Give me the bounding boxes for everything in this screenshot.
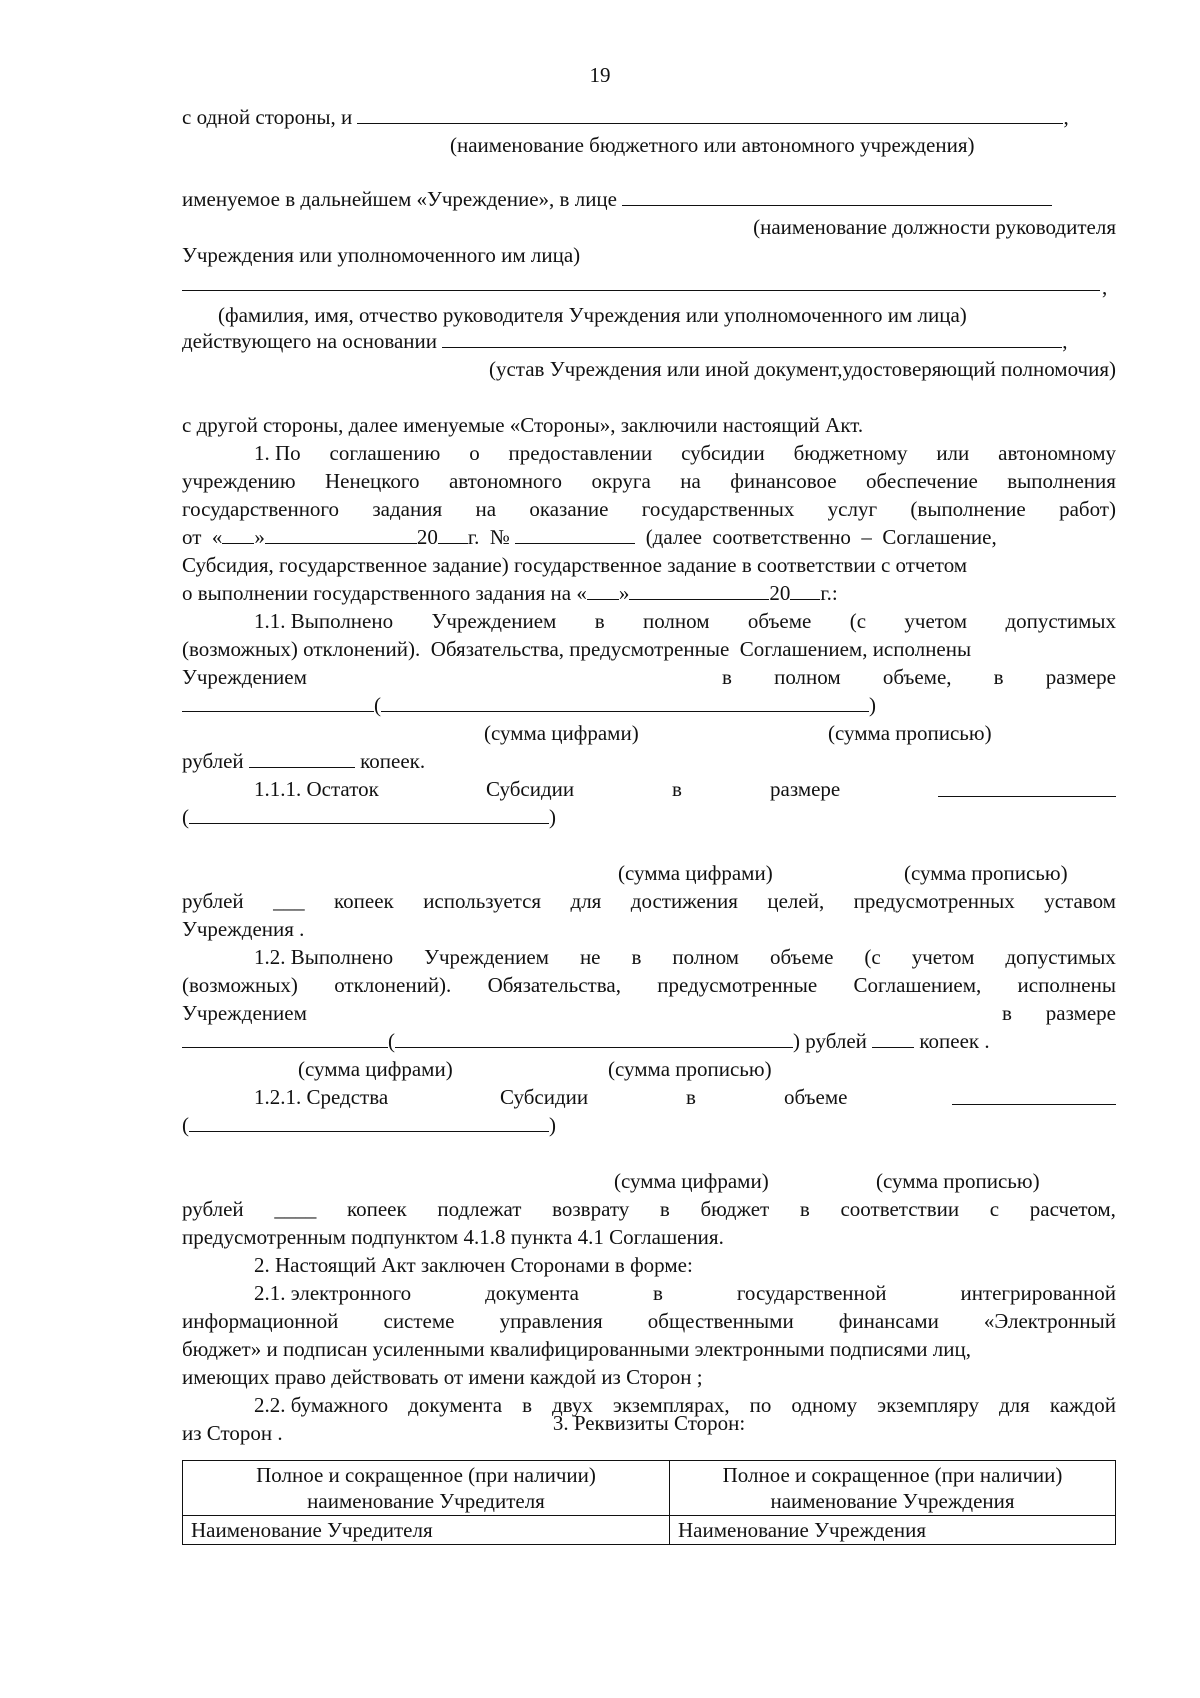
- hint-head-position: (наименование должности руководителя: [753, 215, 1116, 239]
- p121-hint-words: (сумма прописью): [876, 1169, 1040, 1193]
- cell-founder-name: Наименование Учредителя: [183, 1516, 670, 1545]
- p1-line2: учреждению Ненецкого автономного округа на финансовое обеспечение выполнения: [182, 469, 1116, 493]
- p12-line3b: в размере: [1002, 1001, 1116, 1025]
- hint-head-fio: (фамилия, имя, отчество руководителя Учреждения или уполномоченного им лица): [218, 303, 967, 327]
- p11-hint-digits: (сумма цифрами): [484, 721, 639, 745]
- p121-sredstva: 1.2.1. Средства: [254, 1085, 389, 1109]
- p1-line4: от « » 20 г. № (далее соответственно – Соглашение,: [182, 525, 997, 549]
- intro-sentence: с другой стороны, далее именуемые «Стороны», заключили настоящий Акт.: [182, 413, 864, 437]
- requisites-table: [182, 1460, 1116, 1545]
- p111-subsidii: Субсидии: [486, 777, 575, 801]
- p111-line3: рублей ___ копеек используется для достижения целей, предусмотренных уставом: [182, 889, 1116, 913]
- line-one-side: с одной стороны, и ,: [182, 105, 1069, 129]
- line-acting-basis: действующего на основании ,: [182, 329, 1068, 353]
- p2-title: 2. Настоящий Акт заключен Сторонами в форме:: [254, 1253, 693, 1277]
- comma: ,: [1102, 275, 1108, 299]
- p121-line3: рублей ____ копеек подлежат возврату в бюджет в соответствии с расчетом,: [182, 1197, 1116, 1221]
- p12-line1: 1.2. Выполнено Учреждением не в полном объеме (с учетом допустимых: [254, 945, 1116, 969]
- line-institution-or-authorized: Учреждения или уполномоченного им лица): [182, 243, 581, 267]
- header-founder: Полное и сокращенное (при наличии) наименование Учредителя: [183, 1461, 670, 1516]
- p121-line4: предусмотренным подпунктом 4.1.8 пункта 4.1 Соглашения.: [182, 1225, 724, 1249]
- p1-line3: государственного задания на оказание государственных услуг (выполнение работ): [182, 497, 1116, 521]
- p11-hint-words: (сумма прописью): [828, 721, 992, 745]
- table-row: [183, 1516, 1116, 1545]
- p1-line6: о выполнении государственного задания на « » 20 г.:: [182, 581, 838, 605]
- p22-line1: 2.2. бумажного документа в двух экземплярах, по одному экземпляру для каждой: [254, 1393, 1116, 1417]
- p121-v: в: [686, 1085, 696, 1109]
- p1-line1: 1. По соглашению о предоставлении субсидии бюджетному или автономному: [254, 441, 1116, 465]
- p121-obeme: объеме: [784, 1085, 848, 1109]
- p12-amount-line: ( ) рублей копеек .: [182, 1028, 990, 1054]
- p12-line2: (возможных) отклонений). Обязательства, предусмотренные Соглашением, исполнены: [182, 973, 1116, 997]
- p11-line1: 1.1. Выполнено Учреждением в полном объеме (с учетом допустимых: [254, 609, 1116, 633]
- p11-line2: (возможных) отклонений). Обязательства, предусмотренные Соглашением, исполнены: [182, 637, 972, 661]
- header-institution: Полное и сокращенное (при наличии) наименование Учреждения: [670, 1461, 1116, 1516]
- hint-institution-name: (наименование бюджетного или автономного учреждения): [450, 133, 975, 157]
- p21-line2: информационной системе управления общественными финансами «Электронный: [182, 1309, 1116, 1333]
- p21-line1: 2.1. электронного документа в государственной интегрированной: [254, 1281, 1116, 1305]
- cell-institution-name: Наименование Учреждения: [670, 1516, 1116, 1545]
- p111-line4: Учреждения .: [182, 917, 305, 941]
- p12-line3a: Учреждением: [182, 1001, 307, 1025]
- p111-ostatok: 1.1.1. Остаток: [254, 777, 379, 801]
- p111-hint-digits: (сумма цифрами): [618, 861, 773, 885]
- p21-line4: имеющих право действовать от имени каждой из Сторон ;: [182, 1365, 703, 1389]
- line-referred-as: именуемое в дальнейшем «Учреждение», в лице: [182, 186, 1052, 212]
- table-header-row: [183, 1461, 1116, 1516]
- p111-hint-words: (сумма прописью): [904, 861, 1068, 885]
- p121-amount-line: ( ): [182, 1113, 556, 1137]
- p111-v: в: [672, 777, 682, 801]
- hint-charter: (устав Учреждения или иной документ,удостоверяющий полномочия): [488, 357, 1116, 381]
- p11-amount-line: ( ): [182, 692, 876, 718]
- p121-subsidii: Субсидии: [500, 1085, 589, 1109]
- p121-blank: [952, 1104, 1116, 1105]
- p111-razmere: размере: [770, 777, 841, 801]
- p22-line2: из Сторон .: [182, 1421, 283, 1445]
- p111-amount-line: ( ): [182, 805, 556, 829]
- p12-hint-words: (сумма прописью): [608, 1057, 772, 1081]
- p111-blank: [938, 796, 1116, 797]
- p12-hint-digits: (сумма цифрами): [298, 1057, 453, 1081]
- p21-line3: бюджет» и подписан усиленными квалифицированными электронными подписями лиц,: [182, 1337, 971, 1361]
- blank-line-fio: [182, 290, 1100, 291]
- p11-line3b: в полном объеме, в размере: [722, 665, 1116, 689]
- p11-rub-kop: рублей копеек.: [182, 749, 426, 773]
- page-number: 19: [589, 63, 611, 87]
- p11-line3a: Учреждением: [182, 665, 307, 689]
- p1-line5: Субсидия, государственное задание) государственное задание в соответствии с отчетом: [182, 553, 968, 577]
- requisites-title: 3. Реквизиты Сторон:: [552, 1411, 746, 1435]
- p121-hint-digits: (сумма цифрами): [614, 1169, 769, 1193]
